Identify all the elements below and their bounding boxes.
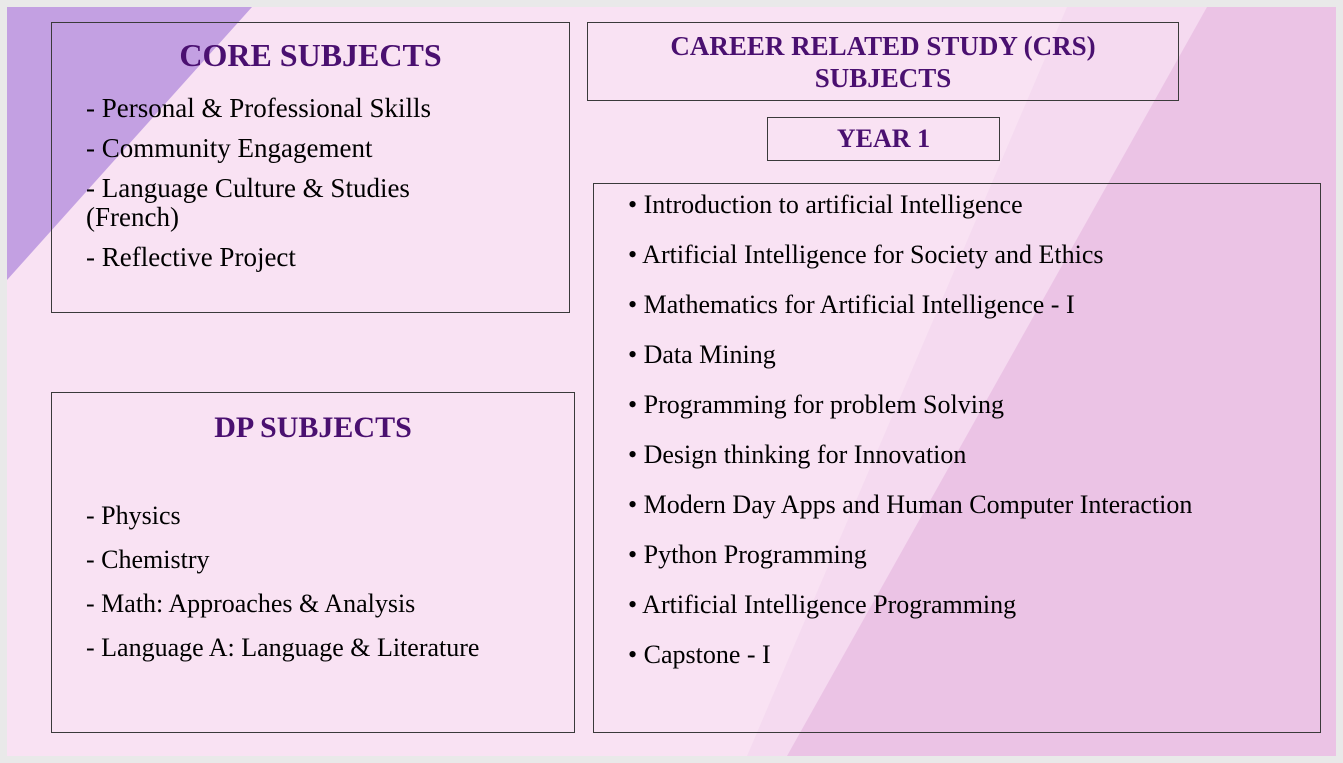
dp-subjects-panel [51,392,575,733]
crs-title-panel [587,22,1179,101]
list-item: • Mathematics for Artificial Intelligence - I [628,290,1075,319]
list-item: - Community Engagement [86,133,373,163]
dp-subjects-list [86,501,574,663]
core-subjects-panel [51,22,570,313]
list-item: - Language A: Language & Literature [86,633,480,662]
list-item: • Capstone - I [628,640,771,669]
year-heading: YEAR 1 [836,124,931,153]
list-item: • Python Programming [628,540,867,569]
list-item: - Physics [86,501,181,530]
crs-subjects-list [628,188,1320,672]
list-item: - Math: Approaches & Analysis [86,589,416,618]
dp-subjects-heading: DP SUBJECTS [214,411,412,444]
core-subjects-list [86,94,569,272]
list-item: - Chemistry [86,545,210,574]
list-item: • Programming for problem Solving [628,390,1004,419]
list-item: • Introduction to artificial Intelligence [628,190,1023,219]
crs-title-line2: SUBJECTS [814,63,952,93]
list-item: • Artificial Intelligence for Society and Ethics [628,240,1104,269]
year-label-panel [767,117,1000,161]
crs-title-heading [588,30,1178,94]
core-subjects-heading: CORE SUBJECTS [179,37,442,73]
list-item: • Design thinking for Innovation [628,440,967,469]
list-item: - Personal & Professional Skills [86,93,431,123]
crs-title-line1: CAREER RELATED STUDY (CRS) [670,31,1096,61]
slide-canvas [7,7,1336,756]
list-item: - Reflective Project [86,242,296,272]
list-item: - Language Culture & Studies (French) [86,173,410,232]
list-item: • Modern Day Apps and Human Computer Interaction [628,490,1193,519]
crs-subjects-panel [593,183,1321,733]
list-item: • Data Mining [628,340,776,369]
list-item: • Artificial Intelligence Programming [628,590,1017,619]
